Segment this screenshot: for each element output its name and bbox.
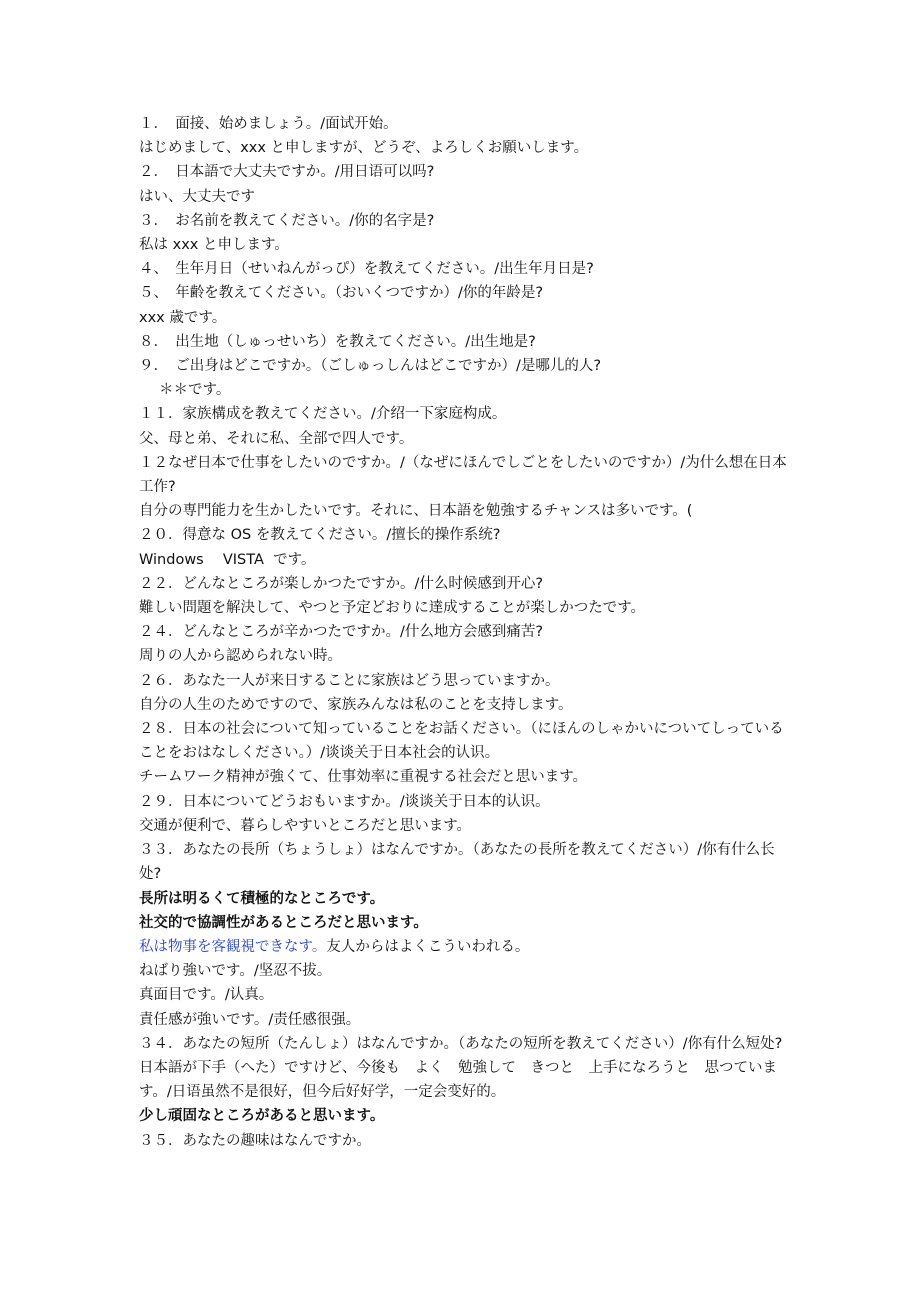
answer-line: はじめまして、xxx と申しますが、どうぞ、よろしくお願いします。: [139, 140, 589, 157]
question-line: ４、 生年月日（せいねんがっぴ）を教えてください。/出生年月日是?: [139, 261, 594, 278]
answer-line: 責任感が強いです。/责任感很强。: [139, 1011, 361, 1028]
answer-line: Windows VISTA です。: [139, 551, 316, 568]
answer-line: 周りの人から認められない時。: [139, 648, 342, 665]
question-line: ２２．どんなところが楽しかつたですか。/什么时候感到开心?: [139, 575, 544, 592]
answer-line: 父、母と弟、それに私、全部で四人です。: [139, 430, 414, 447]
answer-line: 日本語が下手（へた）ですけど、今後も よく 勉強して きつと 上手になろうと 思つています。/日语虽然不是很好，但今后好好学，一定会变好的。: [139, 1059, 777, 1101]
question-line: ３４．あなたの短所（たんしょ）はなんですか。（あなたの短所を教えてください）/你有什么短处?: [139, 1035, 783, 1052]
question-line: ２６．あなた一人が来日することに家族はどう思っていますか。: [139, 672, 560, 689]
document-body: [139, 112, 787, 1153]
answer-line-mixed: [139, 935, 787, 959]
question-line: ２０．得意な OS を教えてください。/擅长的操作系统?: [139, 527, 501, 544]
question-line: １１．家族構成を教えてください。/介绍一下家庭构成。: [139, 406, 507, 423]
question-line: ３３．あなたの長所（ちょうしょ）はなんですか。（あなたの長所を教えてください）/你有什么长处?: [139, 842, 775, 883]
question-line: ２． 日本語で大丈夫ですか。/用日语可以吗?: [139, 164, 435, 181]
question-line: ２８．日本の社会について知っていることをお話ください。（にほんのしゃかいについてしっていることをおはなしください。）/谈谈关于日本社会的认识。: [139, 721, 784, 762]
answer-line-bold: 社交的で協調性があるところだと思います。: [139, 914, 428, 931]
question-line: ８． 出生地（しゅっせいち）を教えてください。/出生地是?: [139, 333, 536, 350]
answer-line: ＊＊です。: [159, 382, 231, 399]
answer-line: 交通が便利で、暮らしやすいところだと思います。: [139, 817, 472, 834]
answer-line: はい、大丈夫です: [139, 188, 255, 205]
highlighted-text: 私は物事を客観視できなす。: [139, 938, 327, 955]
question-line: ３５．あなたの趣味はなんですか。: [139, 1132, 371, 1149]
answer-line: 自分の専門能力を生かしたいです。それに、日本語を勉強するチャンスは多いです。(: [139, 503, 693, 520]
question-line: ２９．日本についてどうおもいますか。/谈谈关于日本的认识。: [139, 793, 550, 810]
question-line: ９． ご出身はどこですか。（ごしゅっしんはどこですか）/是哪儿的人?: [139, 358, 602, 375]
answer-line: チームワーク精神が強くて、仕事効率に重視する社会だと思います。: [139, 769, 588, 786]
answer-line: 自分の人生のためですので、家族みんなは私のことを支持します。: [139, 696, 573, 713]
answer-line-bold: 長所は明るくて積極的なところです。: [139, 890, 385, 907]
answer-line-bold: 少し頑固なところがあると思います。: [139, 1108, 385, 1125]
answer-line: 真面目です。/认真。: [139, 987, 274, 1004]
question-line: ３． お名前を教えてください。/你的名字是?: [139, 212, 435, 229]
question-line: １． 面接、始めましょう。/面试开始。: [139, 116, 398, 132]
question-line: ５、 年齢を教えてください。（おいくつですか）/你的年龄是?: [139, 285, 544, 302]
answer-line: xxx 歳です。: [139, 309, 227, 326]
answer-line: 私は xxx と申します。: [139, 237, 289, 254]
question-line: ２４．どんなところが辛かつたですか。/什么地方会感到痛苦?: [139, 624, 544, 641]
answer-line: 難しい問題を解決して、やつと予定どおりに達成することが楽しかつたです。: [139, 600, 646, 617]
question-line: １２なぜ日本で仕事をしたいのですか。/（なぜにほんでしごとをしたいのですか）/为什么想在日本工作?: [139, 454, 787, 496]
answer-text: 友人からはよくこういわれる。: [326, 938, 530, 955]
answer-line: ねばり強いです。/坚忍不拔。: [139, 963, 332, 980]
